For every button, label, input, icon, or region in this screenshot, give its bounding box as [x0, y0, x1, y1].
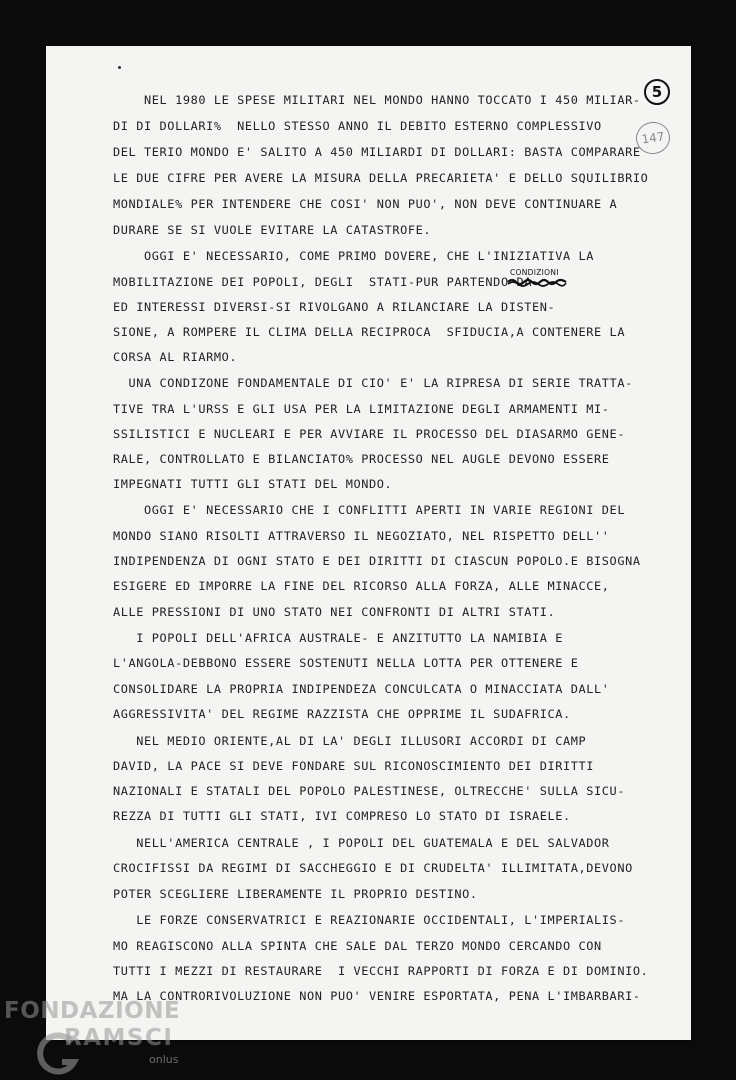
watermark-line2: RAMSCI — [64, 1025, 174, 1051]
text-line: CORSA AL RIARMO. — [113, 350, 238, 364]
text-line: MO REAGISCONO ALLA SPINTA CHE SALE DAL TERZO MONDO CERCANDO CON — [113, 939, 602, 953]
document-page — [46, 46, 691, 1040]
text-line: CROCIFISSI DA REGIMI DI SACCHEGGIO E DI CRUDELTA' ILLIMITATA,DEVONO — [113, 861, 633, 875]
text-line: NELL'AMERICA CENTRALE , I POPOLI DEL GUATEMALA E DEL SALVADOR — [113, 836, 610, 850]
text-line: INDIPENDENZA DI OGNI STATO E DEI DIRITTI DI CIASCUN POPOLO.E BISOGNA — [113, 554, 641, 568]
text-line: POTER SCEGLIERE LIBERAMENTE IL PROPRIO DESTINO. — [113, 887, 478, 901]
text-line: TUTTI I MEZZI DI RESTAURARE I VECCHI RAPPORTI DI FORZA E DI DOMINIO. — [113, 964, 649, 978]
text-line: ED INTERESSI DIVERSI-SI RIVOLGANO A RILANCIARE LA DISTEN- — [113, 300, 556, 314]
handwritten-correction — [506, 268, 570, 290]
text-line: CONSOLIDARE LA PROPRIA INDIPENDEZA CONCULCATA O MINACCIATA DALL' — [113, 682, 610, 696]
text-line: REZZA DI TUTTI GLI STATI, IVI COMPRESO LO STATO DI ISRAELE. — [113, 809, 571, 823]
text-line: DI DI DOLLARI% NELLO STESSO ANNO IL DEBITO ESTERNO COMPLESSIVO — [113, 119, 602, 133]
text-line: TIVE TRA L'URSS E GLI USA PER LA LIMITAZIONE DEGLI ARMAMENTI MI- — [113, 402, 610, 416]
text-line: UNA CONDIZONE FONDAMENTALE DI CIO' E' LA RIPRESA DI SERIE TRATTA- — [113, 376, 633, 390]
page-number: 5 — [644, 79, 670, 105]
watermark-sub: onlus — [149, 1053, 179, 1066]
text-line: LE DUE CIFRE PER AVERE LA MISURA DELLA PRECARIETA' E DELLO SQUILIBRIO — [113, 171, 649, 185]
text-line: MOBILITAZIONE DEI POPOLI, DEGLI STATI-PUR PARTENDO DA — [113, 275, 532, 289]
text-line: L'ANGOLA-DEBBONO ESSERE SOSTENUTI NELLA LOTTA PER OTTENERE E — [113, 656, 579, 670]
text-line: DURARE SE SI VUOLE EVITARE LA CATASTROFE. — [113, 223, 432, 237]
text-line: SIONE, A ROMPERE IL CLIMA DELLA RECIPROCA SFIDUCIA,A CONTENERE LA — [113, 325, 626, 339]
text-line: ESIGERE ED IMPORRE LA FINE DEL RICORSO ALLA FORZA, ALLE MINACCE, — [113, 579, 610, 593]
text-line: NEL 1980 LE SPESE MILITARI NEL MONDO HANNO TOCCATO I 450 MILIAR- — [113, 93, 641, 107]
text-line: SSILISTICI E NUCLEARI E PER AVVIARE IL PROCESSO DEL DIASARMO GENE- — [113, 427, 626, 441]
text-line: MONDO SIANO RISOLTI ATTRAVERSO IL NEGOZIATO, NEL RISPETTO DELL'' — [113, 529, 610, 543]
watermark-line1: FONDAZIONE — [4, 998, 181, 1024]
text-line: ALLE PRESSIONI DI UNO STATO NEI CONFRONTI DI ALTRI STATI. — [113, 605, 556, 619]
text-line: OGGI E' NECESSARIO CHE I CONFLITTI APERTI IN VARIE REGIONI DEL — [113, 503, 626, 517]
text-line: NAZIONALI E STATALI DEL POPOLO PALESTINESE, OLTRECCHE' SULLA SICU- — [113, 784, 626, 798]
text-line: I POPOLI DELL'AFRICA AUSTRALE- E ANZITUTTO LA NAMIBIA E — [113, 631, 564, 645]
fondazione-gramsci-watermark — [4, 998, 204, 1078]
ink-dot — [118, 66, 121, 69]
text-line: OGGI E' NECESSARIO, COME PRIMO DOVERE, CHE L'INIZIATIVA LA — [113, 249, 595, 263]
archive-number-stamp: 147 — [634, 120, 672, 156]
text-line: MA LA CONTRORIVOLUZIONE NON PUO' VENIRE ESPORTATA, PENA L'IMBARBARI- — [113, 989, 641, 1003]
text-line: LE FORZE CONSERVATRICI E REAZIONARIE OCCIDENTALI, L'IMPERIALIS- — [113, 913, 626, 927]
crossed-out-word — [506, 277, 568, 287]
text-line: IMPEGNATI TUTTI GLI STATI DEL MONDO. — [113, 477, 393, 491]
text-line: NEL MEDIO ORIENTE,AL DI LA' DEGLI ILLUSORI ACCORDI DI CAMP — [113, 734, 587, 748]
text-line: DAVID, LA PACE SI DEVE FONDARE SUL RICONOSCIMIENTO DEI DIRITTI — [113, 759, 595, 773]
text-line: MONDIALE% PER INTENDERE CHE COSI' NON PUO', NON DEVE CONTINUARE A — [113, 197, 618, 211]
text-line: DEL TERIO MONDO E' SALITO A 450 MILIARDI DI DOLLARI: BASTA COMPARARE — [113, 145, 641, 159]
text-line: AGGRESSIVITA' DEL REGIME RAZZISTA CHE OPPRIME IL SUDAFRICA. — [113, 707, 571, 721]
text-line: RALE, CONTROLLATO E BILANCIATO% PROCESSO NEL AUGLE DEVONO ESSERE — [113, 452, 610, 466]
inserted-word: CONDIZIONI — [510, 268, 559, 277]
